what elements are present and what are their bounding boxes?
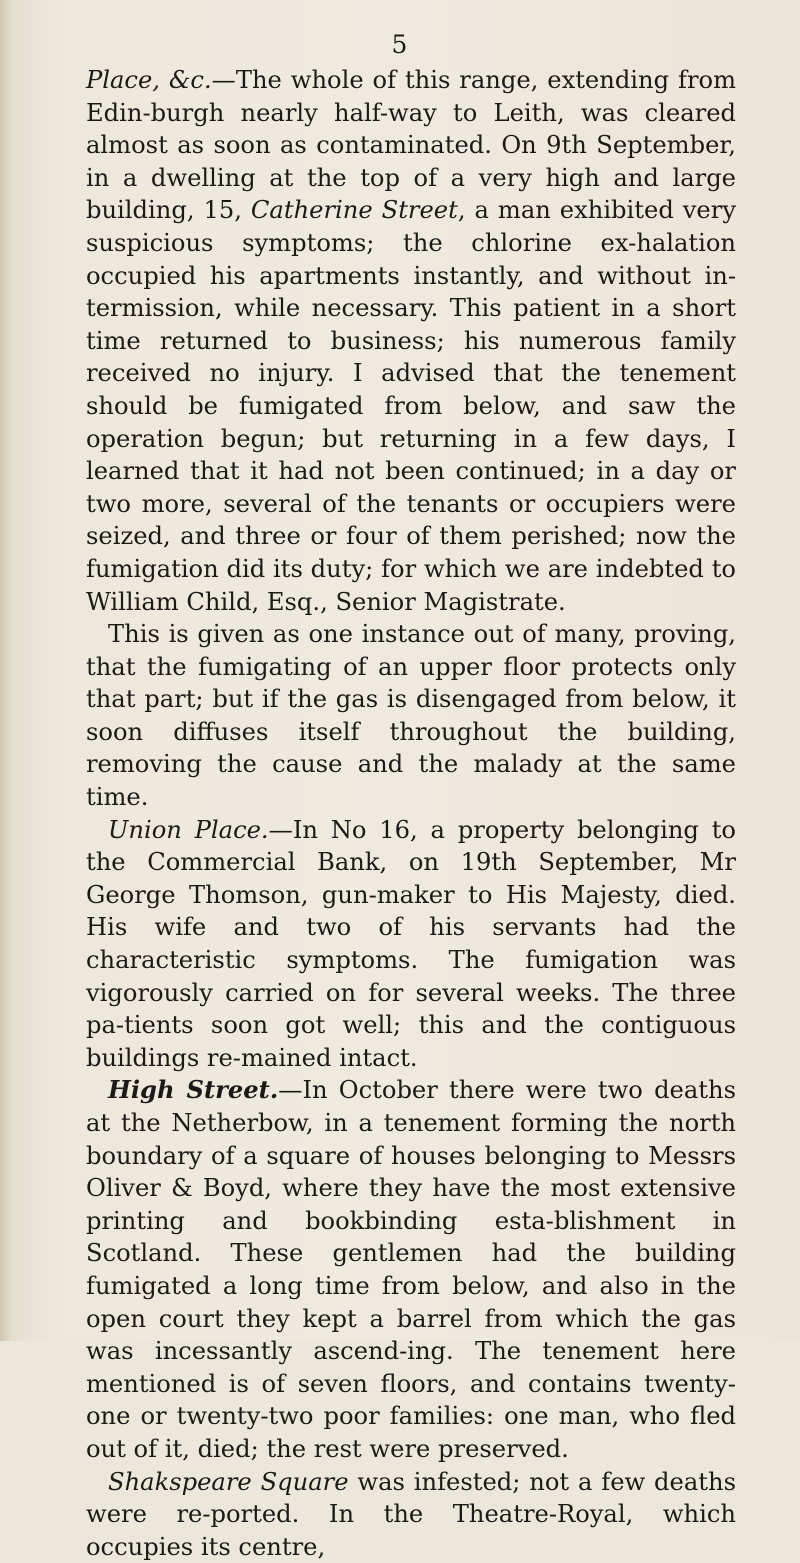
paragraph-lead: Place, &c.: [86, 66, 212, 94]
street-name: Catherine Street: [250, 196, 458, 225]
paragraph-place: [86, 64, 736, 618]
paragraph-text: —In No 16, a property belonging to the Commercial Bank, on 19th September, Mr George Thomson, gun-maker to His Majesty, died. His wife and two of his servants had the characteristic symptoms. The fumigation was vigorously carried on for several weeks. The three pa-tients soon got well; this and the contiguous buildings re-mained intact.: [86, 815, 736, 1072]
paragraph-text: was infested; not a few deaths were re-ported. In the Theatre-Royal, which occupies its centre,: [86, 1467, 736, 1561]
paragraph-lead: Union Place.: [108, 815, 269, 844]
paragraph-instance: This is given as one instance out of many, proving, that the fumigating of an upper floor protects only that part; but if the gas is disengaged from below, it soon diffuses itself throughout the building, removing the cause and the malady at the same time.: [86, 620, 736, 812]
paragraph-shakspeare-square: [86, 1466, 736, 1563]
page-number: 5: [391, 30, 409, 59]
page-gutter-shadow: [0, 0, 12, 1341]
body-text: [86, 64, 736, 1563]
paragraph-text: —In October there were two deaths at the Netherbow, in a tenement forming the north boundary of a square of houses belonging to Messrs Oliver & Boyd, where they have the most extensive printing and bookbinding esta-blishment in Scotland. These gentlemen had the building fumigated a long time from below, and also in the open court they kept a barrel from which the gas was incessantly ascend-ing. The tenement here mentioned is of seven floors, and contains twenty-one or twenty-two poor families: one man, who fled out of it, died; the rest were preserved.: [86, 1076, 736, 1463]
paragraph-union-place: [86, 814, 736, 1075]
paragraph-lead: High Street.: [108, 1075, 279, 1105]
paragraph-text: —The whole of this range, extending from Edin-burgh nearly half-way to Leith, was cleared almost as soon as contaminated. On 9th September, in a dwelling at the top of a very high and large building, 15,: [86, 66, 737, 225]
paragraph-text: , a man exhibited very suspicious symptoms; the chlorine ex-halation occupied his apartments instantly, and without in-termission, while necessary. This patient in a short time returned to business; his numerous family received no injury. I advised that the tenement should be fumigated from below, and saw the operation begun; but returning in a few days, I learned that it had not been continued; in a day or two more, several of the tenants or occupiers were seized, and three or four of them perished; now the fumigation did its duty; for which we are indebted to William Child, Esq., Senior Magistrate.: [86, 196, 736, 616]
paragraph-high-street: [86, 1074, 736, 1465]
paragraph-lead: Shakspeare Square: [108, 1467, 349, 1496]
